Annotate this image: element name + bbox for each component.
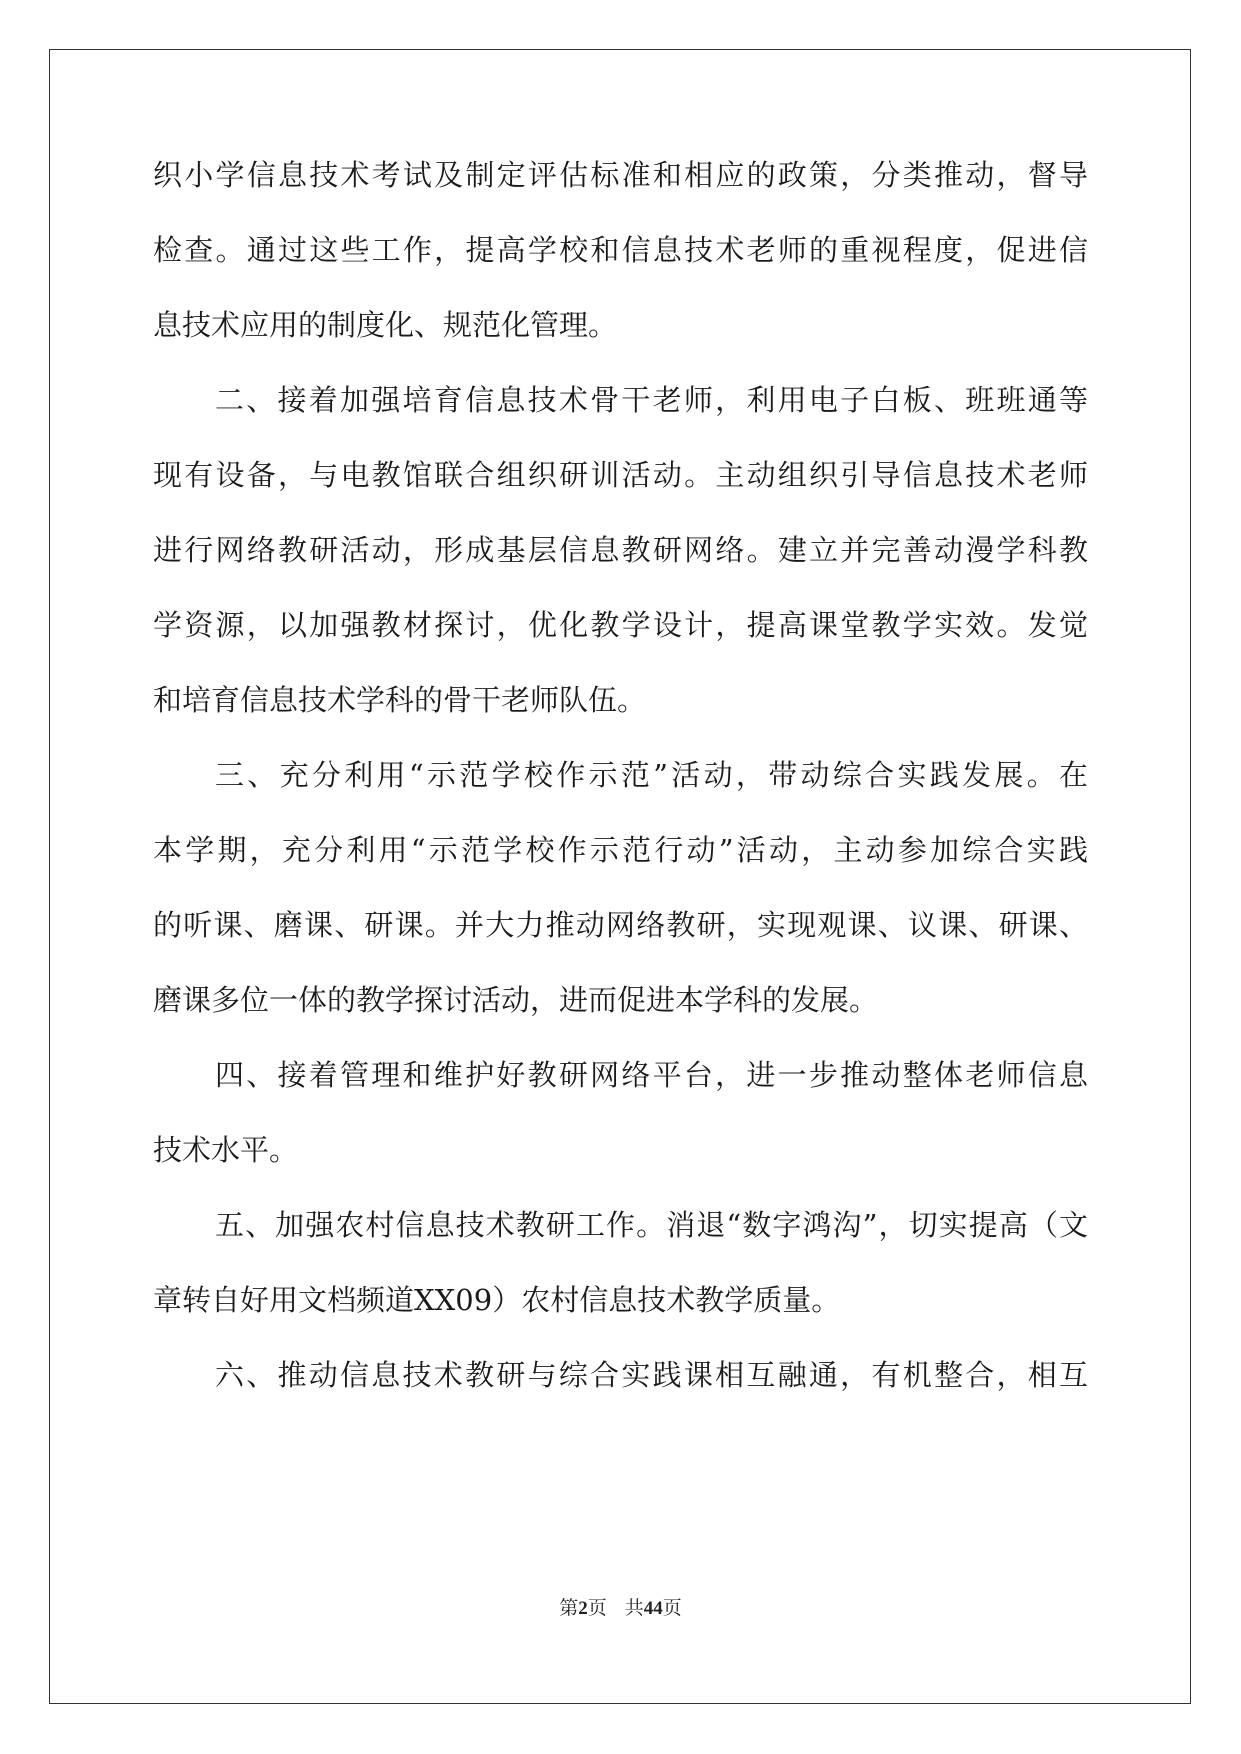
text-line: 息技术应用的制度化、规范化管理。 [153,308,618,342]
paragraph-first-line: 六、推动信息技术教研与综合实践课相互融通，有机整合，相互 [215,1358,1088,1392]
text-line: 章转自好用文档频道XX09）农村信息技术教学质量。 [153,1283,841,1317]
paragraph-first-line: 四、接着管理和维护好教研网络平台，进一步推动整体老师信息 [215,1058,1088,1092]
paragraph-first-line: 五、加强农村信息技术教研工作。消退“数字鸿沟”，切实提高（文 [215,1208,1088,1242]
footer-total-suffix: 页 [662,1598,682,1619]
footer-page-suffix: 页 [587,1598,607,1619]
text-line: 本学期，充分利用“示范学校作示范行动”活动，主动参加综合实践 [153,833,1088,867]
text-line: 磨课多位一体的教学探讨活动，进而促进本学科的发展。 [153,983,879,1017]
page-border [49,49,1191,1704]
text-line: 技术水平。 [153,1133,299,1167]
text-line: 检查。通过这些工作，提高学校和信息技术老师的重视程度，促进信 [153,233,1088,267]
footer-total-prefix: 共 [624,1598,644,1619]
paragraph-first-line: 二、接着加强培育信息技术骨干老师，利用电子白板、班班通等 [215,383,1088,417]
text-line: 和培育信息技术学科的骨干老师队伍。 [153,683,647,717]
footer-total-pages: 44 [643,1598,663,1619]
text-line: 织小学信息技术考试及制定评估标准和相应的政策，分类推动，督导 [153,158,1088,192]
footer-page-number: 2 [578,1598,588,1619]
text-line: 现有设备，与电教馆联合组织研训活动。主动组织引导信息技术老师 [153,458,1088,492]
paragraph-first-line: 三、充分利用“示范学校作示范”活动，带动综合实践发展。在 [215,758,1088,792]
page-footer [0,1596,1241,1622]
text-line: 的听课、磨课、研课。并大力推动网络教研，实现观课、议课、研课、 [153,908,1088,942]
text-line: 进行网络教研活动，形成基层信息教研网络。建立并完善动漫学科教 [153,533,1088,567]
footer-page-prefix: 第 [559,1598,579,1619]
text-line: 学资源，以加强教材探讨，优化教学设计，提高课堂教学实效。发觉 [153,608,1088,642]
